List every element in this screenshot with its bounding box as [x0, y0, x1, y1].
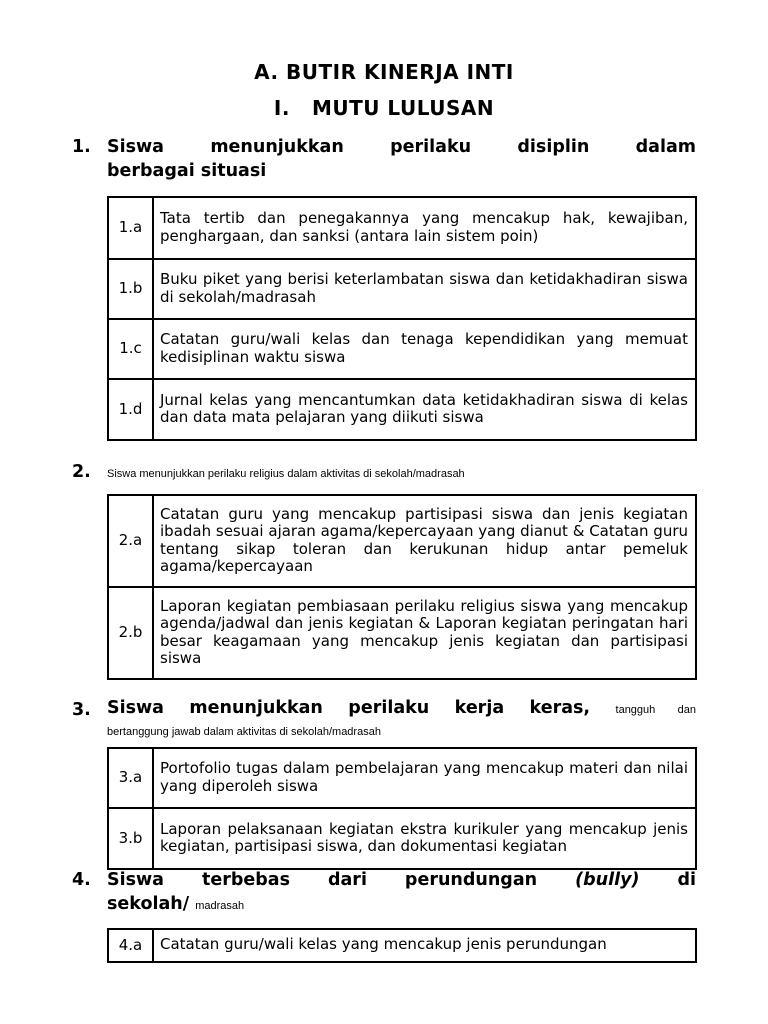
table-row	[108, 319, 696, 379]
item-text: Jurnal kelas yang mencantumkan data ketidakhadiran siswa di kelas dan data mata pelajaran yang diikuti siswa	[153, 379, 696, 440]
criterion-2-table	[107, 494, 697, 680]
item-text: Laporan kegiatan pembiasaan perilaku religius siswa yang mencakup agenda/jadwal dan jenis kegiatan & Laporan kegiatan peringatan hari besar keagamaan yang mencakup jenis kegiatan dan partisipasi siswa	[153, 587, 696, 679]
item-code: 3.b	[108, 808, 153, 869]
table-row	[108, 495, 696, 587]
item-code: 2.a	[108, 495, 153, 587]
item-text: Buku piket yang berisi keterlambatan siswa dan ketidakhadiran siswa di sekolah/madrasah	[153, 259, 696, 319]
table-row	[108, 587, 696, 679]
section-title	[0, 96, 768, 120]
criterion-number: 2.	[72, 462, 91, 482]
item-code: 1.a	[108, 197, 153, 259]
item-text: Portofolio tugas dalam pembelajaran yang mencakup materi dan nilai yang diperoleh siswa	[153, 748, 696, 808]
criterion-text-small: madrasah	[195, 900, 245, 912]
table-row	[108, 748, 696, 808]
item-code: 2.b	[108, 587, 153, 679]
criterion-text-line2: berbagai situasi	[107, 161, 267, 181]
criterion-text-b: di	[677, 870, 696, 890]
item-code: 1.d	[108, 379, 153, 440]
criterion-text-small: tangguh dan	[615, 704, 697, 716]
item-text: Tata tertib dan penegakannya yang mencakup hak, kewajiban, penghargaan, dan sanksi (antara lain sistem poin)	[153, 197, 696, 259]
criterion-number: 3.	[72, 700, 91, 720]
criterion-4-table	[107, 928, 697, 963]
table-row	[108, 808, 696, 869]
criterion-3-table	[107, 747, 697, 870]
criterion-text-a: Siswa terbebas dari perundungan	[107, 870, 538, 890]
criterion-text-bold: Siswa menunjukkan perilaku kerja keras,	[107, 698, 591, 718]
criterion-number: 4.	[72, 870, 91, 890]
criterion-text-c: sekolah/	[107, 894, 190, 914]
criterion-number: 1.	[72, 137, 91, 157]
criterion-1-table	[107, 196, 697, 441]
item-code: 1.c	[108, 319, 153, 379]
item-code: 4.a	[108, 929, 153, 962]
table-row	[108, 379, 696, 440]
item-code: 3.a	[108, 748, 153, 808]
item-text: Catatan guru/wali kelas dan tenaga kependidikan yang memuat kedisiplinan waktu siswa	[153, 319, 696, 379]
table-row	[108, 197, 696, 259]
criterion-text-small-line2: bertanggung jawab dalam aktivitas di sekolah/madrasah	[107, 726, 381, 738]
criterion-text-line1: Siswa menunjukkan perilaku disiplin dalam	[107, 137, 696, 157]
section-title-text: MUTU LULUSAN	[311, 96, 495, 120]
criterion-text-italic: (bully)	[575, 870, 640, 890]
item-text: Laporan pelaksanaan kegiatan ekstra kurikuler yang mencakup jenis kegiatan, partisipasi siswa, dan dokumentasi kegiatan	[153, 808, 696, 869]
item-code: 1.b	[108, 259, 153, 319]
section-roman-numeral: I.	[273, 96, 290, 120]
page-title: A. BUTIR KINERJA INTI	[254, 60, 514, 84]
table-row	[108, 929, 696, 962]
criterion-text: Siswa menunjukkan perilaku religius dalam aktivitas di sekolah/madrasah	[107, 468, 465, 480]
item-text: Catatan guru/wali kelas yang mencakup jenis perundungan	[153, 929, 696, 962]
table-row	[108, 259, 696, 319]
item-text: Catatan guru yang mencakup partisipasi siswa dan jenis kegiatan ibadah sesuai ajaran agama/kepercayaan yang dianut & Catatan guru tentang sikap toleran dan kerukunan hidup antar pemeluk agama/kepercayaan	[153, 495, 696, 587]
